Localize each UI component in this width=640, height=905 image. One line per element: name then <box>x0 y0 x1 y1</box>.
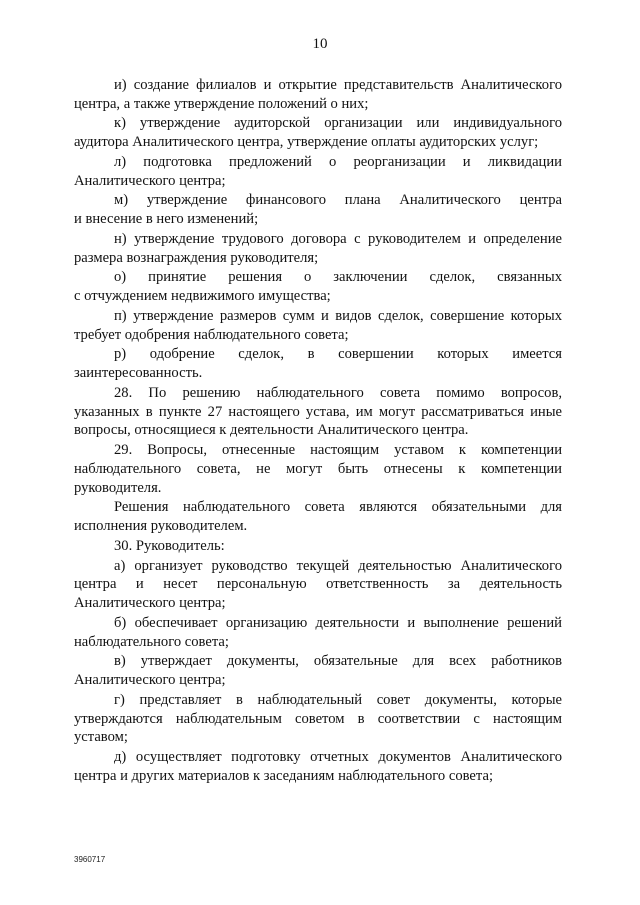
paragraph-line: Аналитического центра; <box>74 672 226 689</box>
paragraph-line: заинтересованность. <box>74 365 203 382</box>
paragraph <box>74 384 562 440</box>
paragraph-line: 28. По решению наблюдательного совета помимо вопросов, <box>114 384 562 401</box>
paragraph <box>74 191 562 229</box>
paragraph <box>74 557 562 613</box>
paragraph-line: Аналитического центра; <box>74 595 226 612</box>
paragraph-line: исполнения руководителем. <box>74 518 248 535</box>
page-number: 10 <box>312 36 328 52</box>
paragraph-line: уставом; <box>74 729 128 746</box>
paragraph <box>74 230 562 268</box>
paragraph-line: руководителя. <box>74 479 162 496</box>
paragraph-line: о) принятие решения о заключении сделок, связанных <box>114 269 562 286</box>
document-body <box>74 76 562 786</box>
paragraph-line: в) утверждает документы, обязательные для всех работников <box>114 653 562 670</box>
paragraph-line: указанных в пункте 27 настоящего устава, им могут рассматриваться иные <box>74 403 562 420</box>
paragraph-line: б) обеспечивает организацию деятельности и выполнение решений <box>114 614 562 631</box>
paragraph-line: Решения наблюдательного совета являются обязательными для <box>114 499 562 516</box>
paragraph <box>74 345 562 383</box>
paragraph-line: к) утверждение аудиторской организации или индивидуального <box>114 115 562 132</box>
paragraph <box>74 537 562 556</box>
paragraph-line: вопросы, относящиеся к деятельности Аналитического центра. <box>74 422 469 439</box>
paragraph <box>74 614 562 652</box>
paragraph-line: с отчуждением недвижимого имущества; <box>74 288 331 305</box>
paragraph <box>74 748 562 786</box>
paragraph-line: наблюдательного совета, не могут быть отнесены к компетенции <box>74 460 562 477</box>
document-code: 3960717 <box>74 855 106 864</box>
paragraph <box>74 498 562 536</box>
paragraph-line: н) утверждение трудового договора с руководителем и определение <box>114 230 562 247</box>
paragraph <box>74 652 562 690</box>
paragraph-line: центра и несет персональную ответственность за деятельность <box>74 576 562 593</box>
paragraph-line: утверждаются наблюдательным советом в соответствии с настоящим <box>74 710 562 727</box>
paragraph-line: наблюдательного совета; <box>74 633 229 650</box>
paragraph <box>74 76 562 114</box>
paragraph-line: и) создание филиалов и открытие представительств Аналитического <box>114 77 562 93</box>
paragraph-line: а) организует руководство текущей деятельностью Аналитического <box>114 557 562 574</box>
paragraph-line: размера вознаграждения руководителя; <box>74 249 319 266</box>
paragraph <box>74 307 562 345</box>
paragraph-line: требует одобрения наблюдательного совета; <box>74 326 349 343</box>
paragraph-line: д) осуществляет подготовку отчетных документов Аналитического <box>114 749 562 766</box>
paragraph <box>74 153 562 191</box>
paragraph-line: р) одобрение сделок, в совершении которых имеется <box>114 346 562 363</box>
paragraph-line: 29. Вопросы, отнесенные настоящим уставом к компетенции <box>114 442 562 459</box>
paragraph-line: 30. Руководитель: <box>114 537 225 554</box>
paragraph-line: и внесение в него изменений; <box>74 211 259 228</box>
paragraph <box>74 268 562 306</box>
paragraph <box>74 441 562 497</box>
paragraph-line: г) представляет в наблюдательный совет документы, которые <box>114 691 562 708</box>
paragraph-line: м) утверждение финансового плана Аналитического центра <box>114 192 562 209</box>
paragraph-line: центра и других материалов к заседаниям наблюдательного совета; <box>74 767 493 784</box>
paragraph-line: аудитора Аналитического центра, утверждение оплаты аудиторских услуг; <box>74 134 539 151</box>
paragraph-line: п) утверждение размеров сумм и видов сделок, совершение которых <box>114 307 562 324</box>
paragraph <box>74 114 562 152</box>
paragraph-line: л) подготовка предложений о реорганизации и ликвидации <box>114 153 562 170</box>
paragraph-line: Аналитического центра; <box>74 172 226 189</box>
paragraph-line: центра, а также утверждение положений о них; <box>74 95 369 112</box>
paragraph <box>74 691 562 747</box>
